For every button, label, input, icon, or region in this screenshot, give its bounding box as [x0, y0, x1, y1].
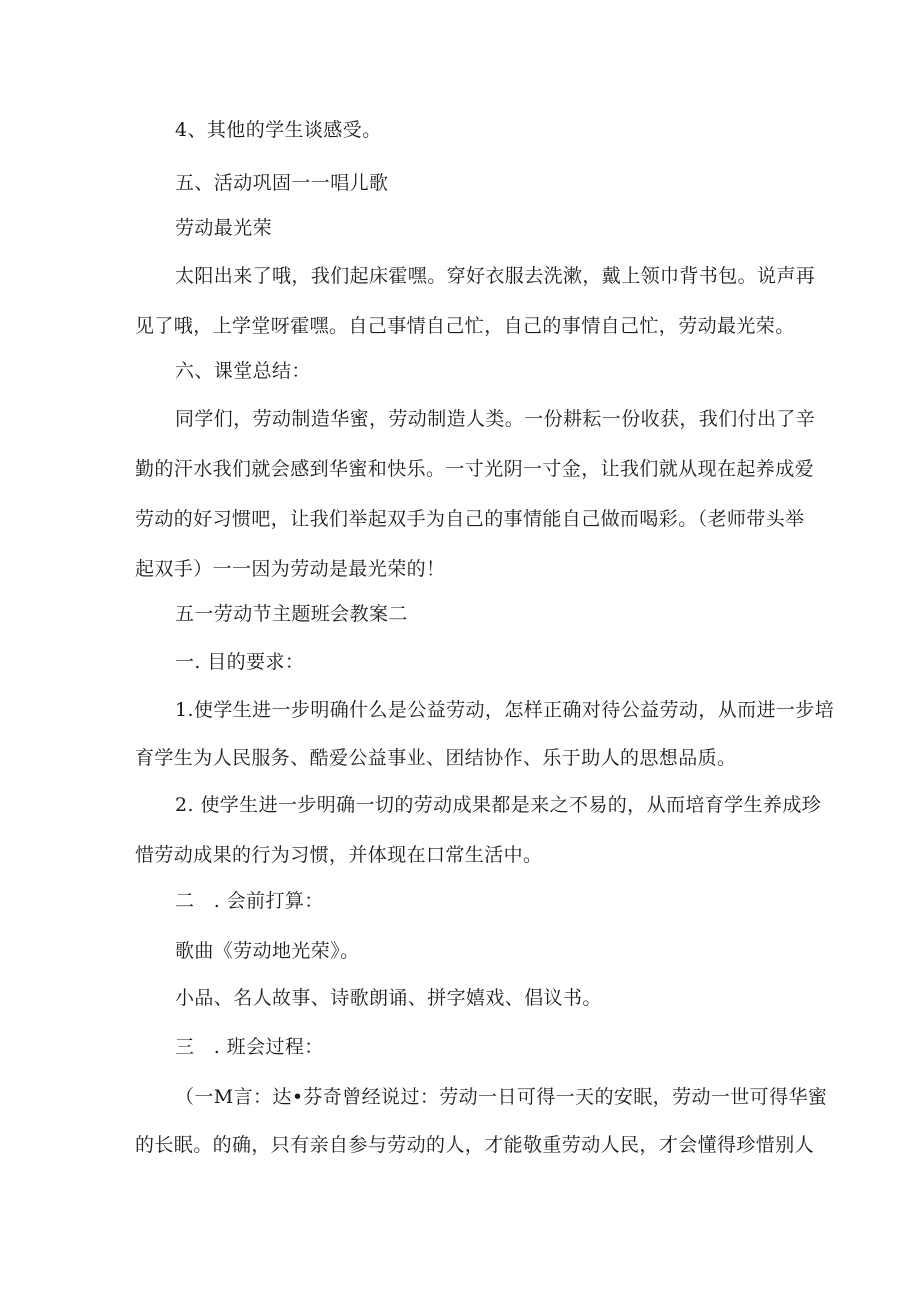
paragraph-line: 太阳出来了哦，我们起床霍嘿。穿好衣服去洗漱，戴上领巾背书包。说声再 — [175, 265, 816, 287]
section-heading: 五、活动巩固一一唱儿歌 — [175, 172, 389, 194]
section-heading: 三 . 班会过程： — [175, 1036, 324, 1058]
paragraph-line: 4、其他的学生谈感受。 — [175, 119, 382, 141]
paragraph-line: 小品、名人故事、诗歌朗诵、拼字嬉戏、倡议书。 — [175, 987, 602, 1009]
paragraph-line: 起双手）一一因为劳动是最光荣的！ — [135, 558, 446, 580]
section-heading: 六、课堂总结： — [175, 360, 311, 382]
paragraph-line: 歌曲《劳动地光荣》。 — [175, 940, 360, 962]
paragraph-line: 惜劳动成果的行为习惯，并体现在口常生活中。 — [135, 844, 543, 866]
paragraph-line: 同学们，劳动制造华蜜，劳动制造人类。一份耕耘一份收获，我们付出了辛 — [175, 408, 816, 430]
paragraph-line: 育学生为人民服务、酷爱公益事业、团结协作、乐于助人的思想品质。 — [135, 747, 737, 769]
document-title: 五一劳动节主题班会教案二 — [175, 603, 408, 625]
paragraph-line: 1.使学生进一步明确什么是公益劳动，怎样正确对待公益劳动，从而进一步培 — [175, 699, 835, 721]
paragraph-line: 勤的汗水我们就会感到华蜜和快乐。一寸光阴一寸金，让我们就从现在起养成爱 — [135, 458, 815, 480]
section-heading: 二 . 会前打算： — [175, 890, 324, 912]
paragraph-line: 的长眠。的确，只有亲自参与劳动的人，才能敬重劳动人民，才会懂得珍惜别人 — [135, 1134, 815, 1156]
paragraph-line: 见了哦，上学堂呀霍嘿。自己事情自己忙，自己的事情自己忙，劳动最光荣。 — [135, 315, 795, 337]
paragraph-line: 2. 使学生进一步明确一切的劳动成果都是来之不易的，从而培育学生养成珍 — [175, 794, 822, 816]
song-title: 劳动最光荣 — [175, 217, 273, 239]
section-heading: 一. 目的要求： — [175, 651, 305, 673]
paragraph-line: 劳动的好习惯吧，让我们举起双手为自己的事情能自己做而喝彩。（老师带头举 — [135, 508, 805, 530]
paragraph-line: （一M言：达•芬奇曾经说过：劳动一日可得一天的安眠，劳动一世可得华蜜 — [175, 1086, 828, 1108]
